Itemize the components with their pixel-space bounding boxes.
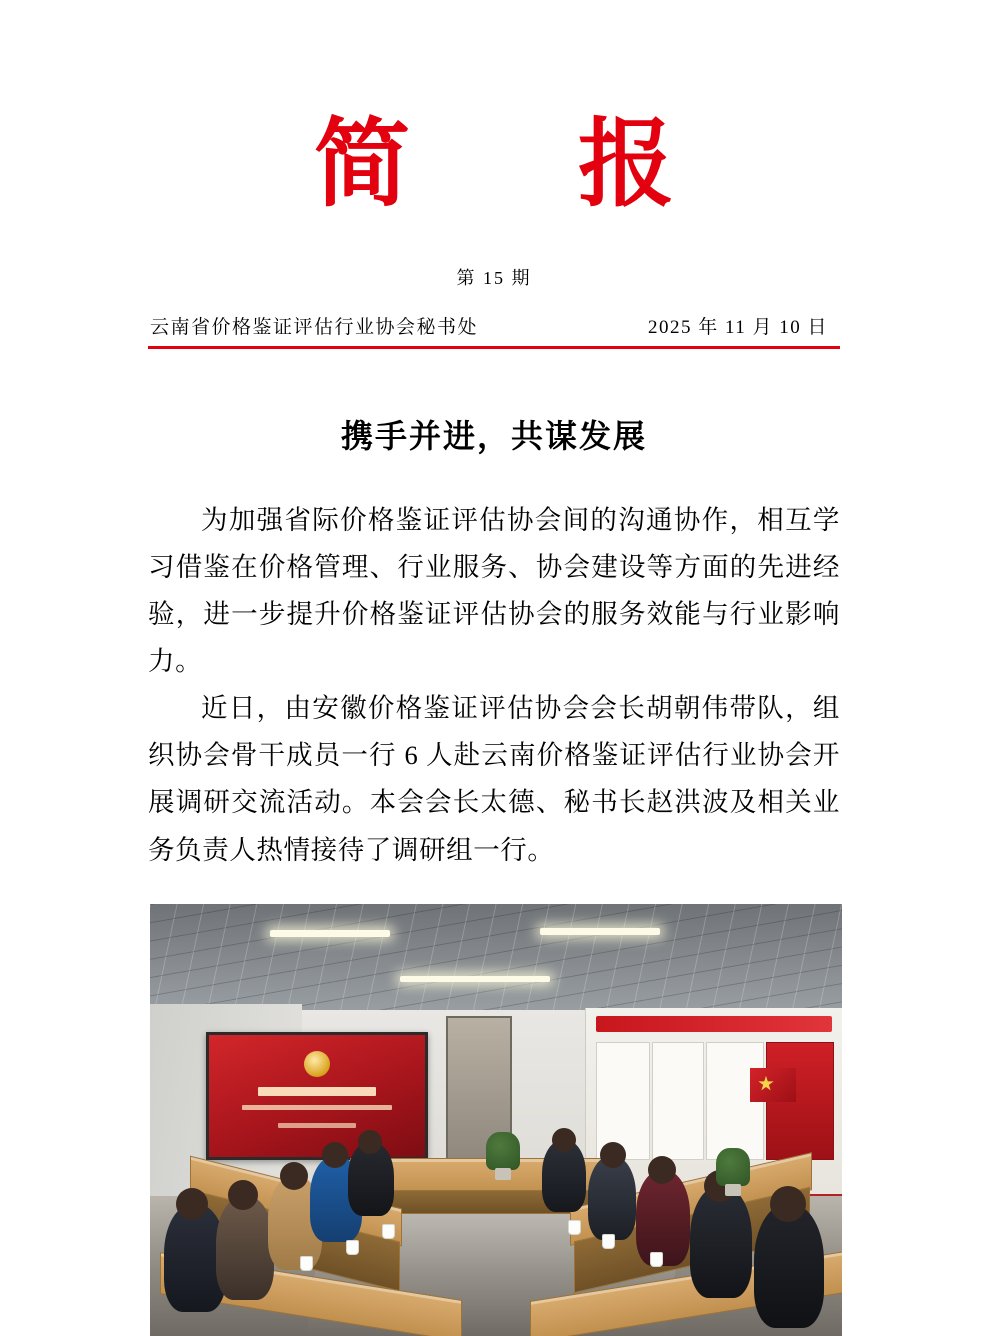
attendee-right-2 <box>588 1156 636 1240</box>
attendee-left-5-head <box>358 1130 382 1154</box>
attendee-right-4 <box>690 1186 752 1298</box>
ceiling-light-3 <box>400 976 550 982</box>
screen-dateline <box>278 1123 356 1128</box>
potted-plant-right <box>716 1148 750 1186</box>
article-paragraph-2: 近日，由安徽价格鉴证评估协会会长胡朝伟带队，组织协会骨干成员一行 6 人赴云南价格鉴证评估行业协会开展调研交流活动。本会会长太德、秘书长赵洪波及相关业务负责人热情接待了调研组一行。 <box>148 693 840 865</box>
board-cell-2 <box>652 1042 704 1160</box>
board-cell-1 <box>596 1042 650 1160</box>
attendee-left-2 <box>216 1196 274 1300</box>
board-banner <box>596 1016 832 1032</box>
publisher-name: 云南省价格鉴证评估行业协会秘书处 <box>150 316 479 338</box>
attendee-right-1-head <box>552 1128 576 1152</box>
presentation-screen <box>206 1032 428 1160</box>
cup-6 <box>650 1252 663 1267</box>
issue-number: 第 15 期 <box>456 267 532 288</box>
cup-3 <box>382 1224 395 1239</box>
attendee-right-3 <box>636 1170 690 1266</box>
masthead-title: 简 报 <box>314 107 710 220</box>
attendee-left-2-head <box>228 1180 258 1210</box>
article-body <box>148 497 840 874</box>
cup-5 <box>602 1234 615 1249</box>
party-flag-icon <box>750 1068 796 1102</box>
attendee-left-3-head <box>280 1162 308 1190</box>
meeting-photo <box>150 904 842 1336</box>
cup-1 <box>300 1256 313 1271</box>
attendee-left-4-head <box>322 1142 348 1168</box>
photo-scene <box>150 904 842 1336</box>
ceiling-grid <box>150 904 842 1016</box>
attendee-right-2-head <box>600 1142 626 1168</box>
screen-headline <box>258 1087 376 1096</box>
attendee-right-5-head <box>770 1186 806 1222</box>
ceiling-light-1 <box>270 930 390 937</box>
masthead-meta <box>148 312 840 346</box>
article-title: 携手并进，共谋发展 <box>340 416 647 455</box>
attendee-right-3-head <box>648 1156 676 1184</box>
cup-4 <box>568 1220 581 1235</box>
emblem-icon <box>304 1051 330 1077</box>
publish-date: 2025 年 11 月 10 日 <box>647 316 828 338</box>
cup-2 <box>346 1240 359 1255</box>
article-paragraph-1: 为加强省际价格鉴证评估协会间的沟通协作，相互学习借鉴在价格管理、行业服务、协会建设等方面的先进经验，进一步提升价格鉴证评估协会的服务效能与行业影响力。 <box>148 504 840 676</box>
ceiling-light-2 <box>540 928 660 935</box>
attendee-right-5 <box>754 1204 824 1328</box>
attendee-left-1-head <box>176 1188 208 1220</box>
red-divider-rule <box>148 346 840 349</box>
screen-subline <box>242 1105 392 1110</box>
potted-plant-left <box>486 1132 520 1170</box>
